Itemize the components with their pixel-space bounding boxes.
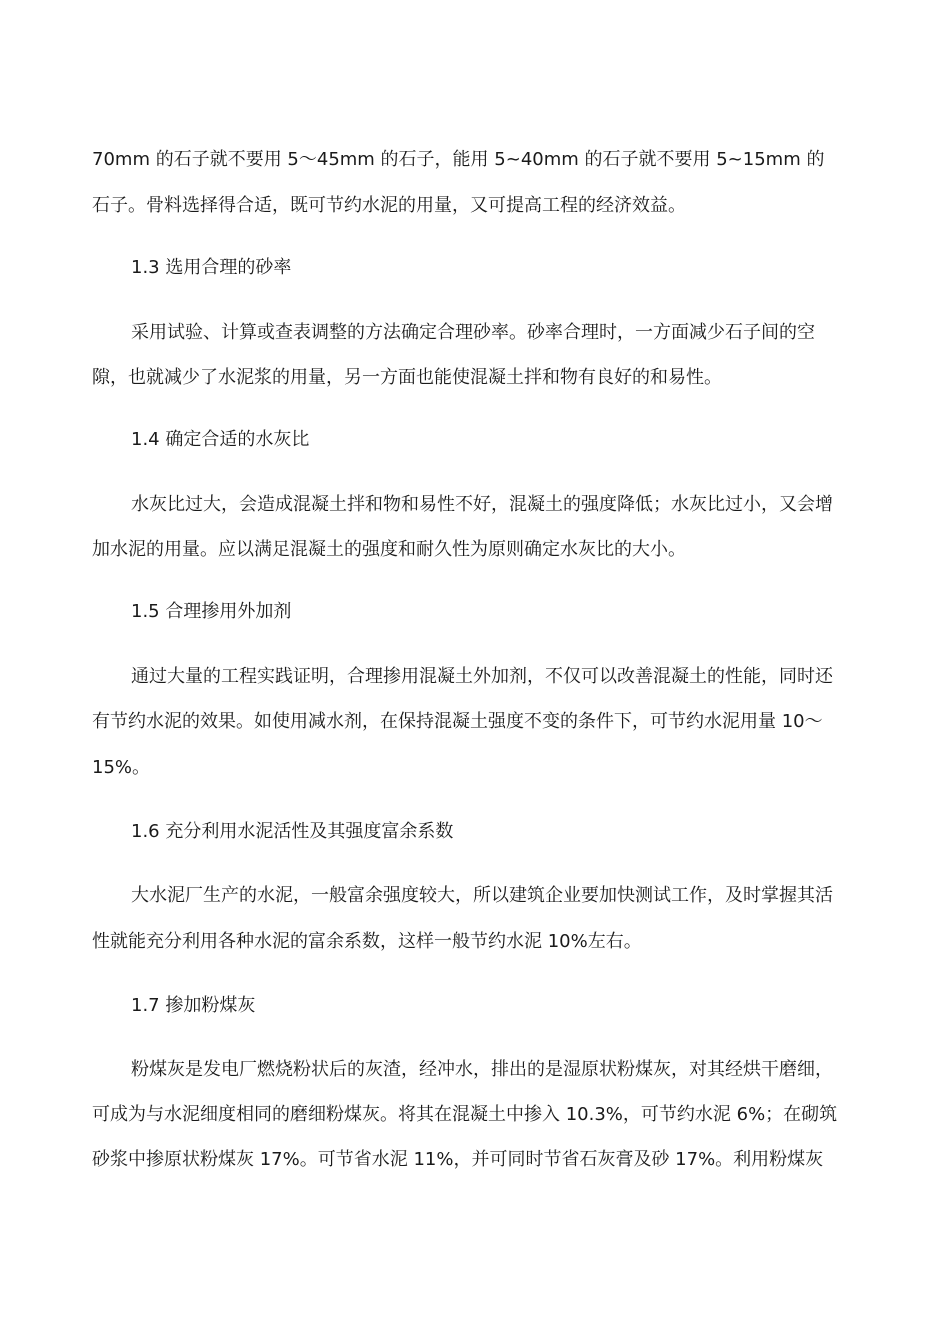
paragraph-line: 通过大量的工程实践证明，合理掺用混凝土外加剂，不仅可以改善混凝土的性能，同时还 <box>131 666 833 687</box>
section-heading: 1.6 充分利用水泥活性及其强度富余系数 <box>131 821 454 842</box>
paragraph-line: 水灰比过大，会造成混凝土拌和物和易性不好，混凝土的强度降低；水灰比过小，又会增 <box>131 494 833 515</box>
paragraph-line: 有节约水泥的效果。如使用减水剂，在保持混凝土强度不变的条件下，可节约水泥用量 10～ <box>92 711 823 732</box>
paragraph-line: 性就能充分利用各种水泥的富余系数，这样一般节约水泥 10%左右。 <box>92 931 642 952</box>
paragraph-line: 15%。 <box>92 757 151 778</box>
section-heading: 1.7 掺加粉煤灰 <box>131 995 256 1016</box>
section-heading: 1.4 确定合适的水灰比 <box>131 429 310 450</box>
paragraph-line: 加水泥的用量。应以满足混凝土的强度和耐久性为原则确定水灰比的大小。 <box>92 539 686 560</box>
paragraph-line: 砂浆中掺原状粉煤灰 17%。可节省水泥 11%，并可同时节省石灰膏及砂 17%。利用粉煤灰 <box>92 1149 824 1170</box>
paragraph-line: 70mm 的石子就不要用 5～45mm 的石子，能用 5~40mm 的石子就不要用 5~15mm 的 <box>92 149 825 170</box>
paragraph-line: 粉煤灰是发电厂燃烧粉状后的灰渣，经冲水，排出的是湿原状粉煤灰，对其经烘干磨细， <box>131 1059 833 1080</box>
section-heading: 1.3 选用合理的砂率 <box>131 257 292 278</box>
paragraph-line: 大水泥厂生产的水泥，一般富余强度较大，所以建筑企业要加快测试工作，及时掌握其活 <box>131 885 833 906</box>
paragraph-line: 采用试验、计算或查表调整的方法确定合理砂率。砂率合理时，一方面减少石子间的空 <box>131 322 815 343</box>
paragraph-line: 石子。骨料选择得合适，既可节约水泥的用量，又可提高工程的经济效益。 <box>92 195 686 216</box>
paragraph-line: 可成为与水泥细度相同的磨细粉煤灰。将其在混凝土中掺入 10.3%，可节约水泥 6%；在砌筑 <box>92 1104 838 1125</box>
section-heading: 1.5 合理掺用外加剂 <box>131 601 292 622</box>
paragraph-line: 隙，也就减少了水泥浆的用量，另一方面也能使混凝土拌和物有良好的和易性。 <box>92 367 722 388</box>
